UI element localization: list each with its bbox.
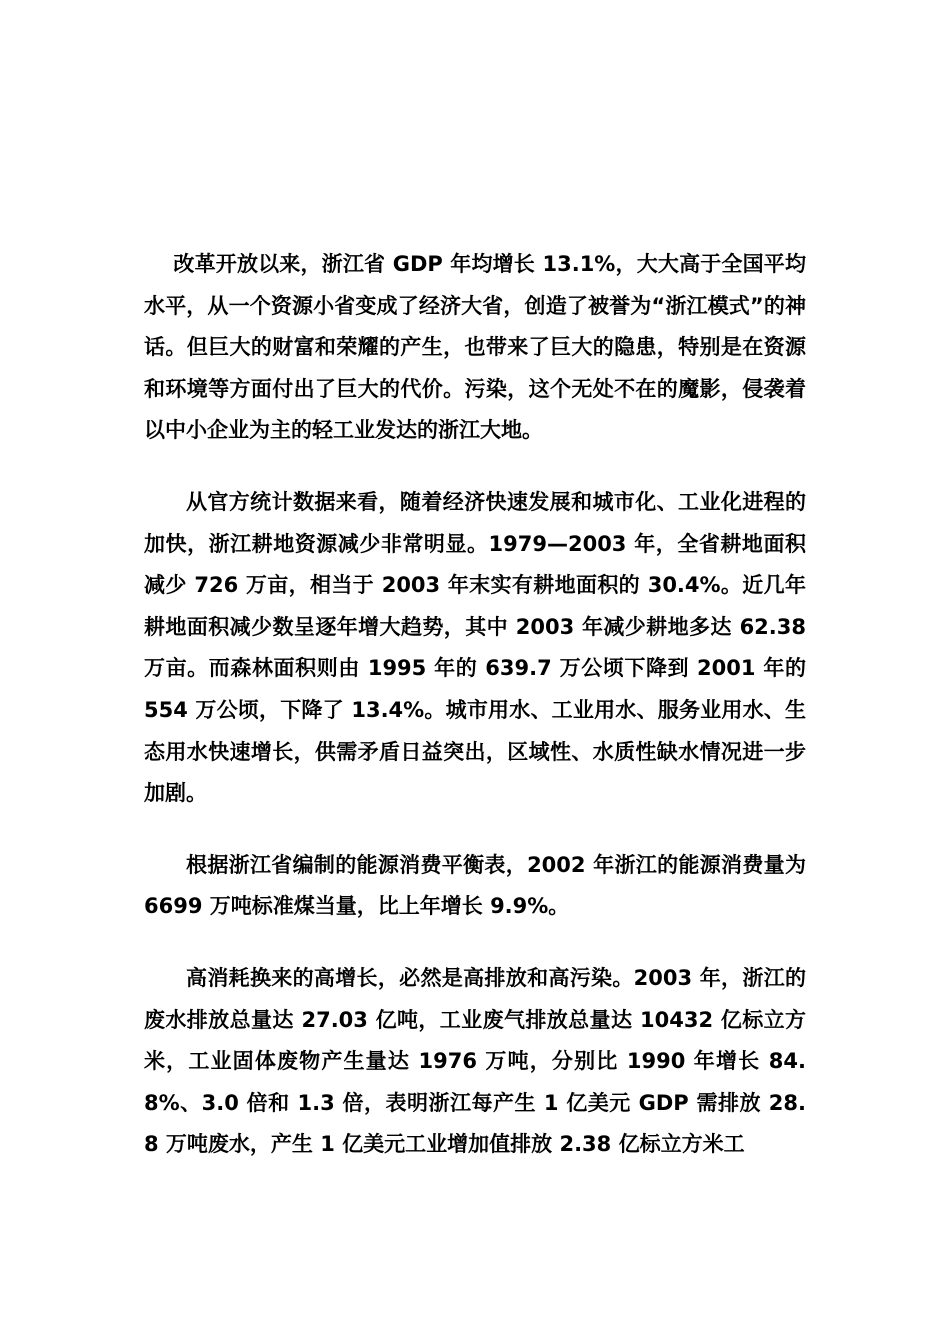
paragraph-2: 从官方统计数据来看，随着经济快速发展和城市化、工业化进程的加快，浙江耕地资源减少非常明显。1979—2003 年，全省耕地面积减少 726 万亩，相当于 2003 年末实有耕地面积的 30.4%。近几年耕地面积减少数呈逐年增大趋势，其中 2003 年减少耕地多达 62.38 万亩。而森林面积则由 1995 年的 639.7 万公顷下降到 2001 年的 554 万公顷，下降了 13.4%。城市用水、工业用水、服务业用水、生态用水快速增长，供需矛盾日益突出，区域性、水质性缺水情况进一步加剧。 (144, 489, 806, 806)
paragraph-1: 改革开放以来，浙江省 GDP 年均增长 13.1%，大大高于全国平均水平，从一个资源小省变成了经济大省，创造了被誉为“浙江模式”的神话。但巨大的财富和荣耀的产生，也带来了巨大的隐患，特别是在资源和环境等方面付出了巨大的代价。污染，这个无处不在的魔影，侵袭着以中小企业为主的轻工业发达的浙江大地。 (144, 252, 806, 443)
paragraph-3: 根据浙江省编制的能源消费平衡表，2002 年浙江的能源消费量为 6699 万吨标准煤当量，比上年增长 9.9%。 (144, 852, 806, 919)
document-body (144, 244, 806, 1166)
paragraph-4: 高消耗换来的高增长，必然是高排放和高污染。2003 年，浙江的废水排放总量达 27.03 亿吨，工业废气排放总量达 10432 亿标立方米，工业固体废物产生量达 1976 万吨，分别比 1990 年增长 84.8%、3.0 倍和 1.3 倍，表明浙江每产生 1 亿美元 GDP 需排放 28.8 万吨废水，产生 1 亿美元工业增加值排放 2.38 亿标立方米工 (144, 965, 806, 1157)
